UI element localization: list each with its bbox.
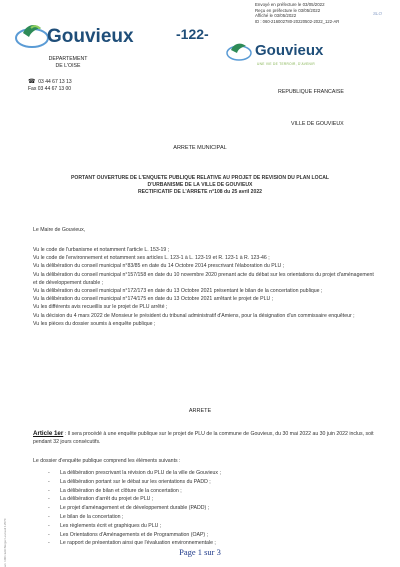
phone-number: 03 44 67 13 13 (38, 79, 72, 85)
subject-line: RECTIFICATIF DE L'ARRETE n°108 du 25 avril 2022 (137, 189, 263, 196)
article-1-label: Article 1er (33, 430, 64, 437)
list-item: - Les Orientations d'Aménagements et de Programmation (OAP) ; (48, 531, 368, 540)
arrete-number: -122- (176, 26, 209, 42)
slo-mark: SLO (373, 11, 383, 16)
article-1 (33, 430, 378, 446)
visa-item: Vu la délibération du conseil municipal n°172/173 en date du 13 Octobre 2021 présentant le bilan de la concertation publique ; (33, 288, 323, 295)
prefecture-stamp (255, 2, 397, 24)
arrete-subject (20, 175, 380, 197)
list-item: - La délibération de bilan et clôture de la concertation ; (48, 487, 368, 496)
logo-tagline: UNE VIE DE TERROIR, D'AVENIR (257, 62, 315, 66)
list-item: - La délibération prescrivant la révision du PLU de la ville de Gouvieux ; (48, 469, 368, 478)
visas-block (33, 246, 378, 328)
contact-block (28, 79, 128, 93)
logo-emblem-icon (14, 20, 50, 50)
list-item: - Le bilan de la concertation ; (48, 513, 368, 522)
list-item: - Les règlements écrit et graphiques du PLU ; (48, 522, 368, 531)
stamp-line: Reçu en préfecture le 03/05/2022 (255, 7, 321, 13)
visa-item: Vu les pièces du dossier soumis à enquête publique ; (33, 320, 156, 327)
list-item: - Le rapport de présentation ainsi que l'évaluation environnementale ; (48, 539, 368, 548)
page-title: ARRETE MUNICIPAL (173, 145, 227, 151)
arrete-heading: ARRETE (188, 408, 212, 414)
stamp-line: Affiché le 03/05/2022 (255, 13, 297, 19)
visa-item: Vu la décision du 4 mars 2022 de Monsieur le président du tribunal administratif d'Amiens, pour la désignation d'un commissaire enquêteur ; (33, 312, 355, 319)
department-label: DEPARTEMENT (48, 56, 88, 62)
list-item: - La délibération portant sur le débat sur les orientations du PADD ; (48, 478, 368, 487)
visa-item: Vu les différents avis recueillis sur le projet de PLU arrêté ; (33, 304, 168, 311)
logo-text-right: Gouvieux (255, 42, 324, 59)
fax-number: Fax 03 44 67 13 00 (28, 86, 72, 92)
page-number: Page 1 sur 3 (179, 547, 221, 557)
list-item: - La délibération d'arrêt du projet de PLU ; (48, 495, 368, 504)
phone-icon: ☎ (28, 79, 36, 85)
subject-line: PORTANT OUVERTURE DE L'ENQUETE PUBLIQUE RELATIVE AU PROJET DE REVISION DU PLAN LOCAL (70, 175, 330, 181)
ville-label: VILLE DE GOUVIEUX (291, 121, 344, 127)
stamp-line: Envoyé en préfecture le 03/05/2022 (255, 2, 325, 7)
gouvieux-logo-right (225, 38, 395, 70)
article-1-text: : Il sera procédé à une enquête publique sur le projet de PLU de la commune de Gouvieux, du 30 mai 2022 au 30 juin 2022 inclus, soit pendant 32 jours consécutifs. (33, 431, 374, 445)
visa-item: Vu la délibération du conseil municipal n°157/158 en date du 10 novembre 2020 prenant acte du débat sur les orientations du projet d'aménagement et de développement durable ; (33, 271, 374, 286)
stamp-line: ID : 060-216002780-20220502-2022_122-AR (255, 18, 340, 24)
visa-item: Vu le code de l'urbanisme et notamment l'article L. 153-19 ; (33, 247, 170, 253)
dossier-intro: Le dossier d'enquête publique comprend les éléments suivants : (33, 458, 181, 464)
logo-text-left: Gouvieux (47, 26, 134, 47)
department-name: DE L'OISE (55, 63, 81, 69)
dossier-list (48, 469, 368, 548)
department-block (28, 56, 108, 70)
gouvieux-logo-left (14, 18, 164, 52)
intro-text: Le Maire de Gouvieux, (33, 227, 86, 233)
visa-item: Vu la délibération du conseil municipal n°174/175 en date du 13 Octobre 2021 arrêtant le projet de PLU ; (33, 296, 274, 303)
side-mark: art. 1001 Edit Berger Levrault 13570 (3, 518, 7, 567)
logo-emblem-icon (225, 40, 253, 62)
subject-line: D'URBANISME DE LA VILLE DE GOUVIEUX (147, 182, 253, 189)
republique-label: REPUBLIQUE FRANCAISE (278, 89, 344, 95)
visa-item: Vu la délibération du conseil municipal n°83/85 en date du 14 Octobre 2014 prescrivant l'élaboration du PLU ; (33, 263, 285, 270)
visa-item: Vu le code de l'environnement et notamment ses articles L. 123-1 à L. 123-19 et R. 123-1 à R. 123-46 ; (33, 255, 270, 262)
list-item: - Le projet d'aménagement et de développement durable (PADD) ; (48, 504, 368, 513)
